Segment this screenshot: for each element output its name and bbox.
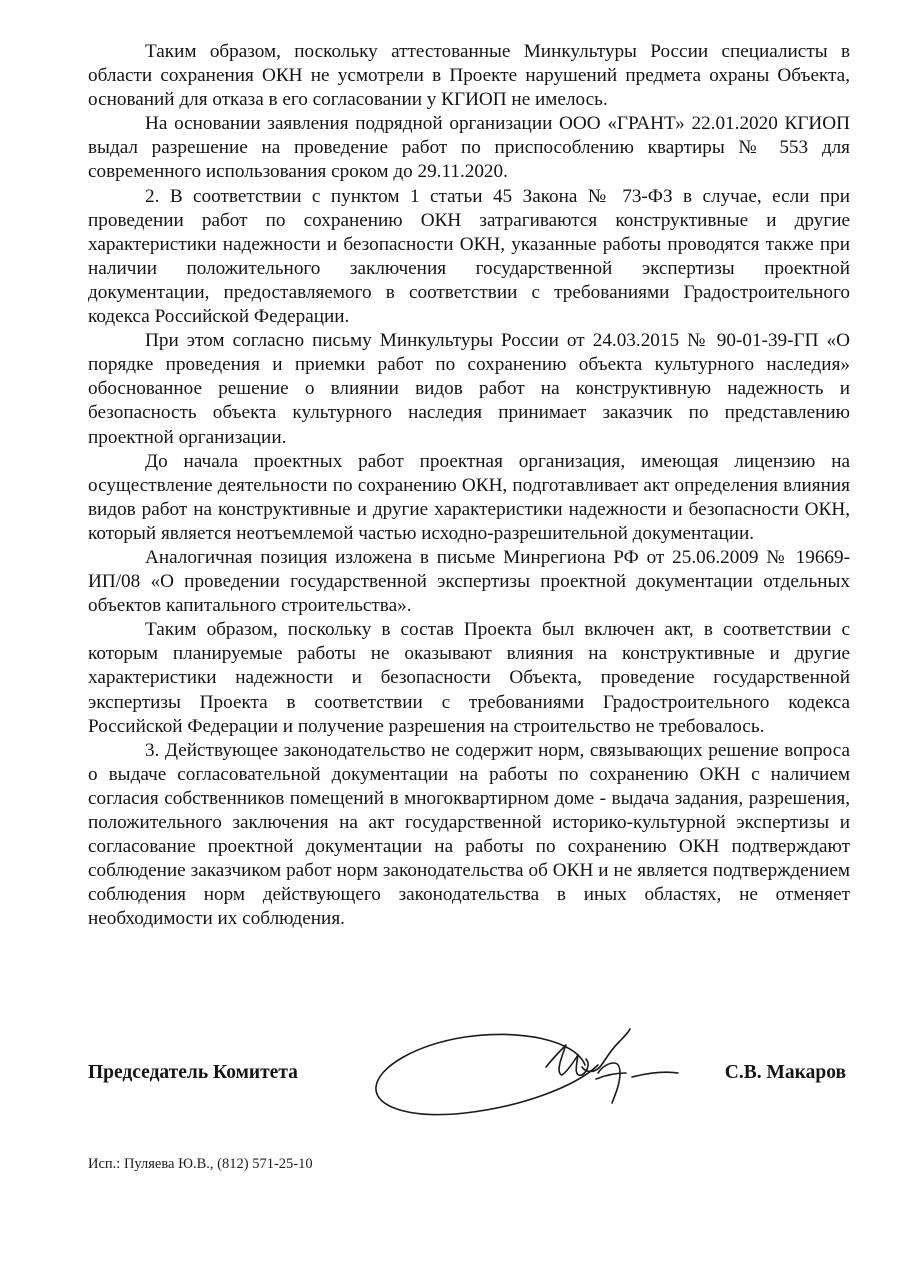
paragraph-conclusion-1: Таким образом, поскольку аттестованные Минкультуры России специалисты в области сохранения ОКН не усмотрели в Проекте нарушений предмета охраны Объекта, оснований для отказа в его согласовании у КГИОП не имелось.: [88, 41, 850, 111]
paragraph-conclusion-2: Таким образом, поскольку в состав Проекта был включен акт, в соответствии с которым планируемые работы не оказывают влияния на конструктивные и другие характеристики надежности и безопасности Объекта, проведение государственной экспертизы Проекта в соответствии с требованиями Градостроительного кодекса Российской Федерации и получение разрешения на строительство не требовалось.: [88, 619, 850, 737]
paragraph-point-2: 2. В соответствии с пунктом 1 статьи 45 Закона № 73-ФЗ в случае, если при проведении работ по сохранению ОКН затрагиваются конструктивные и другие характеристики надежности и безопасности ОКН, указанные работы проводятся также при наличии положительного заключения государственной экспертизы проектной документации, предоставляемого в соответствии с требованиями Градостроительного кодекса Российской Федерации.: [88, 185, 850, 328]
paragraph-point-3: 3. Действующее законодательство не содержит норм, связывающих решение вопроса о выдаче согласовательной документации на работы по сохранению ОКН с наличием согласия собственников помещений в многоквартирном доме - выдача задания, разрешения, положительного заключения на акт государственной историко-культурной экспертизы и согласование проектной документации на работы по сохранению ОКН подтверждают соблюдение заказчиком работ норм законодательства об ОКН и не является подтверждением соблюдения норм действующего законодательства в иных областях, не отменяет необходимости их соблюдения.: [88, 739, 850, 930]
executor-contact: Исп.: Пуляева Ю.В., (812) 571-25-10: [88, 1156, 313, 1172]
signature-block: [88, 1060, 850, 1100]
signer-title: Председатель Комитета: [88, 1062, 298, 1083]
paragraph-minregion-position: Аналогичная позиция изложена в письме Минрегиона РФ от 25.06.2009 № 19669-ИП/08 «О проведении государственной экспертизы проектной документации отдельных объектов капитального строительства».: [88, 546, 850, 617]
paragraph-permit: На основании заявления подрядной организации ООО «ГРАНТ» 22.01.2020 КГИОП выдал разрешение на проведение работ по приспособлению квартиры № 553 для современного использования сроком до 29.11.2020.: [88, 113, 850, 183]
signer-name: С.В. Макаров: [724, 1062, 846, 1083]
letter-body: [88, 40, 850, 931]
paragraph-ministry-letter: При этом согласно письму Минкультуры России от 24.03.2015 № 90-01-39-ГП «О порядке проведения и приемки работ по сохранению объекта культурного наследия» обоснованное решение о влиянии видов работ на конструктивную надежность и безопасность объекта культурного наследия принимает заказчик по представлению проектной организации.: [88, 330, 850, 448]
paragraph-design-organization: До начала проектных работ проектная организация, имеющая лицензию на осуществление деятельности по сохранению ОКН, подготавливает акт определения влияния видов работ на конструктивные и другие характеристики надежности и безопасности ОКН, который является неотъемлемой частью исходно-разрешительной документации.: [88, 450, 850, 544]
